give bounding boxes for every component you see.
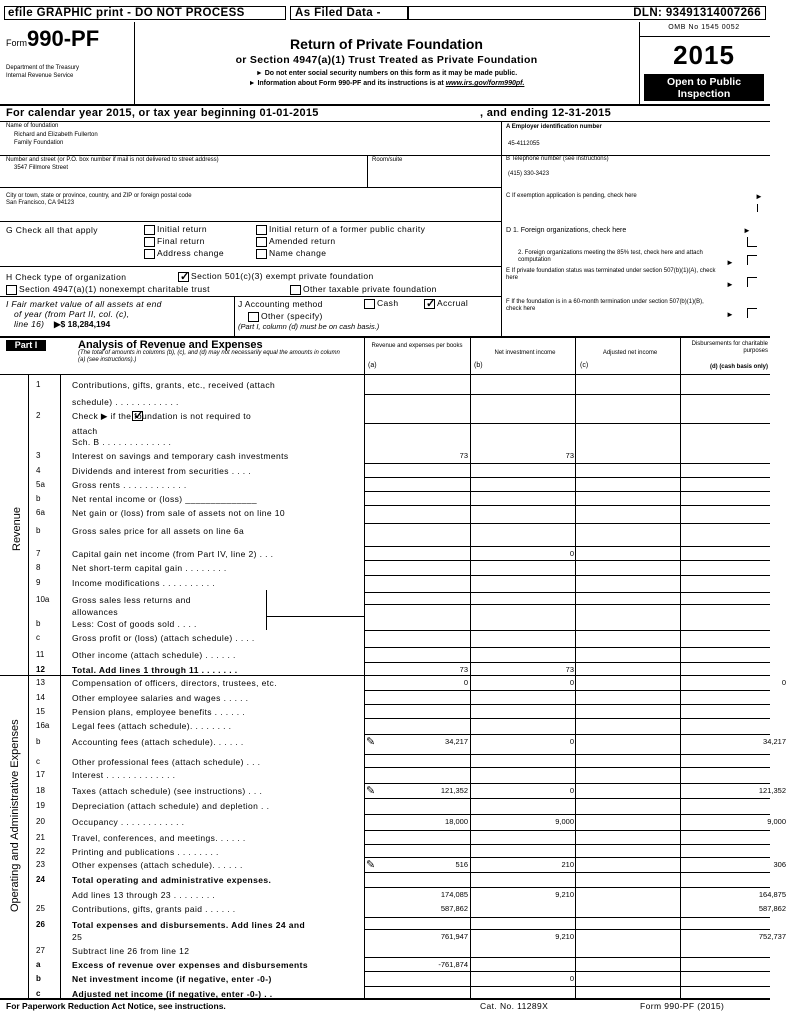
opt-label: Section 501(c)(3) exempt private foundation: [191, 271, 374, 281]
inline-entry-rule: [266, 616, 364, 617]
checkbox[interactable]: [144, 249, 155, 259]
form-subtitle: or Section 4947(a)(1) Trust Treated as Private Foundation: [235, 54, 538, 66]
table-row: [28, 560, 770, 575]
phone-value: (415) 330-3423: [508, 171, 550, 177]
table-row: [28, 872, 770, 887]
col-b-value: 73: [565, 451, 574, 460]
col-a-value: 761,947: [440, 932, 468, 941]
table-row: [28, 604, 770, 616]
line-number: 6a: [36, 508, 45, 517]
line-description: Add lines 13 through 23 . . . . . . . .: [72, 890, 216, 900]
table-row: [28, 377, 770, 394]
h-label: H Check type of organization: [6, 272, 127, 282]
d1-label: D 1. Foreign organizations, check here: [506, 227, 627, 234]
col-d-value: 0: [781, 678, 786, 687]
line-description: 25: [72, 932, 83, 942]
efile-banner-box: [4, 6, 286, 20]
e-label: E If private foundation status was terminated under section 507(b)(1)(A), check here: [506, 268, 716, 281]
table-row: [28, 767, 770, 783]
opt-label: Amended return: [269, 236, 336, 246]
line-number: 14: [36, 693, 45, 702]
expenses-side-label: Operating and Administrative Expenses: [9, 719, 21, 912]
line-description: Compensation of officers, directors, trustees, etc.: [72, 678, 277, 688]
checkbox[interactable]: [6, 285, 17, 295]
form-title: Return of Private Foundation: [290, 36, 483, 52]
open-public-badge: Open to Public Inspection: [644, 74, 764, 101]
col-c-tag: (c): [580, 362, 589, 369]
line-description: Total expenses and disbursements. Add lines 24 and: [72, 920, 306, 930]
table-row: [28, 917, 770, 929]
form-id: [6, 26, 99, 52]
line-number: 2: [36, 411, 41, 420]
col-a-value: 121,352: [440, 786, 468, 795]
col-b-value: 0: [569, 786, 574, 795]
table-row: [28, 754, 770, 767]
line-number: 13: [36, 678, 45, 687]
ein-label: A Employer identification number: [506, 124, 602, 130]
col-b-value: 0: [569, 737, 574, 746]
dln: DLN: 93491314007266: [633, 7, 761, 19]
number-column-rule: [60, 374, 61, 998]
f-arrow-icon: ►: [726, 310, 734, 319]
dept-text: Department of the Treasury Internal Revenue Service: [6, 65, 80, 79]
table-row: [28, 523, 770, 546]
section-rule: [28, 675, 770, 676]
line-description: Interest . . . . . . . . . . . . .: [72, 770, 176, 780]
line-number: 18: [36, 786, 45, 795]
col-c-header: Adjusted net income: [602, 350, 658, 356]
g-initial-return[interactable]: [144, 224, 207, 235]
calendar-line: For calendar year 2015, or tax year beginning 01-01-2015: [6, 107, 319, 119]
line-number: 1: [36, 380, 41, 389]
city-label: City or town, state or province, country, and ZIP or foreign postal code: [6, 193, 192, 199]
part1-note: (The total of amounts in columns (b), (c), and (d) may not necessarily equal the amounts in column (a) (see instructions).): [78, 350, 340, 363]
ein-value: 45-4112055: [508, 141, 540, 147]
col-d-tag: (d) (cash basis only): [709, 364, 768, 370]
line-number: c: [36, 989, 41, 998]
part1-tag: Part I: [6, 340, 46, 351]
part1-title: Analysis of Revenue and Expenses: [78, 339, 263, 351]
col-d-value: 306: [773, 860, 786, 869]
line-description: Net rental income or (loss) ______________: [72, 494, 258, 504]
table-row: [28, 546, 770, 560]
col-b-value: 9,000: [555, 817, 574, 826]
checkbox[interactable]: [256, 237, 267, 247]
line-number: 26: [36, 920, 45, 929]
col-b-value: 9,210: [555, 932, 574, 941]
line-description: Net investment income (if negative, enter -0-): [72, 974, 272, 984]
table-row: [28, 675, 786, 690]
table-row: [28, 491, 770, 505]
opt-label: Cash: [377, 298, 399, 308]
line-number: a: [36, 960, 41, 969]
table-row: [28, 901, 786, 917]
col-d-header: Disbursements for charitable purposes: [691, 341, 768, 354]
j-cash[interactable]: [364, 298, 398, 309]
line-description: Gross sales less returns and: [72, 595, 191, 605]
line-number: 19: [36, 801, 45, 810]
line-number: 23: [36, 860, 45, 869]
table-row: [28, 783, 786, 798]
table-row: [28, 662, 770, 675]
table-row: [28, 844, 770, 857]
checkbox[interactable]: [248, 312, 259, 322]
street-value: 3547 Fillmore Street: [14, 165, 69, 171]
table-row: [28, 690, 770, 704]
line-number: b: [36, 619, 41, 628]
table-row: [28, 887, 786, 901]
line-description: Gross rents . . . . . . . . . . . .: [72, 480, 187, 490]
col-b-value: 0: [569, 549, 574, 558]
col-b-value: 210: [561, 860, 574, 869]
col-b-value: 0: [569, 678, 574, 687]
footer-left: For Paperwork Reduction Act Notice, see instructions.: [6, 1001, 226, 1011]
table-row: [28, 704, 770, 718]
table-row: [28, 814, 786, 830]
i-value: ▶$ 18,284,194: [54, 319, 111, 329]
checkbox[interactable]: [256, 225, 267, 235]
table-row: [28, 830, 770, 844]
col-a-value: 0: [463, 678, 468, 687]
line-number: 7: [36, 549, 41, 558]
table-row: [28, 798, 770, 814]
line-description: Depreciation (attach schedule) and depletion . .: [72, 801, 270, 811]
h-opt1[interactable]: [178, 271, 374, 282]
info-note-text: ► Information about Form 990-PF and its instructions is at: [248, 80, 446, 87]
col-a-value: 516: [455, 860, 468, 869]
efile-banner: efile GRAPHIC print - DO NOT PROCESS: [8, 7, 245, 19]
line-number: b: [36, 974, 41, 983]
line-description: Other income (attach schedule) . . . . . .: [72, 650, 236, 660]
col-a-value: 174,085: [440, 890, 468, 899]
line-description: Adjusted net income (if negative, enter -0-) . .: [72, 989, 273, 999]
checkbox[interactable]: [144, 225, 155, 235]
d2-checkbox[interactable]: [747, 255, 757, 265]
h-opt3[interactable]: [290, 284, 437, 295]
line-number: 10a: [36, 595, 50, 604]
line-description: Legal fees (attach schedule). . . . . . . .: [72, 721, 232, 731]
street-label: Number and street (or P.O. box number if mail is not delivered to street address): [6, 157, 219, 163]
line-number: 22: [36, 847, 45, 856]
table-row: [28, 477, 770, 491]
checkbox-checked[interactable]: [178, 272, 189, 282]
col-a-value: 18,000: [445, 817, 468, 826]
line-number: c: [36, 633, 40, 642]
line-number: 16a: [36, 721, 50, 730]
table-row: [28, 592, 770, 604]
irs-link[interactable]: www.irs.gov/form990pf.: [445, 80, 525, 87]
d1-arrow-icon: ►: [743, 226, 751, 235]
g-amended-return[interactable]: [256, 236, 336, 247]
line-description: Less: Cost of goods sold . . . .: [72, 619, 197, 629]
line-number: 11: [36, 650, 45, 659]
line-description: allowances: [72, 607, 119, 617]
opt-label: Initial return of a former public charity: [269, 224, 426, 234]
g-address-change[interactable]: [144, 248, 224, 259]
line-description: Net gain or (loss) from sale of assets not on line 10: [72, 508, 286, 518]
revenue-side-label: Revenue: [11, 506, 23, 551]
line-description: Other professional fees (attach schedule) . . .: [72, 757, 261, 767]
opt-label: Initial return: [157, 224, 208, 234]
checkbox[interactable]: [364, 299, 375, 309]
line-description: Other expenses (attach schedule). . . . . .: [72, 860, 243, 870]
table-row: [28, 394, 770, 408]
col-d-value: 121,352: [758, 786, 786, 795]
line-number: 9: [36, 578, 41, 587]
col-d-value: 164,875: [758, 890, 786, 899]
j-accrual[interactable]: [424, 298, 468, 309]
col-a-value: 73: [459, 451, 468, 460]
col-a-label: Revenue and expenses per books: [371, 343, 463, 349]
filed-banner: As Filed Data -: [295, 7, 381, 19]
table-row: [28, 734, 786, 754]
line-number: 3: [36, 451, 41, 460]
c-label: C If exemption application is pending, check here: [506, 193, 637, 199]
opt-label: Address change: [157, 248, 225, 258]
line-number: 5a: [36, 480, 45, 489]
line-description: schedule) . . . . . . . . . . . .: [72, 397, 179, 407]
table-row: [28, 505, 770, 523]
omb-number: OMB No 1545 0052: [668, 24, 740, 31]
tax-year: 2015: [673, 40, 735, 70]
line-description: Check ▶ if the foundation is not required to: [72, 411, 252, 421]
line-number: 15: [36, 707, 45, 716]
col-a-header: [368, 343, 466, 350]
table-row: [28, 957, 770, 971]
col-a-value: 34,217: [445, 737, 468, 746]
line-description: Printing and publications . . . . . . . .: [72, 847, 219, 857]
table-row: [28, 647, 770, 662]
schedule-b-checkbox[interactable]: [132, 411, 143, 421]
table-row: [28, 408, 770, 423]
col-d-value: 9,000: [767, 817, 786, 826]
phone-label: B Telephone number (see instructions): [506, 156, 609, 162]
col-b-value: 9,210: [555, 890, 574, 899]
line-description: Gross sales price for all assets on line 6a: [72, 526, 245, 536]
table-row: [28, 463, 770, 477]
c-arrow-icon: ►: [755, 192, 763, 201]
line-number: 12: [36, 665, 45, 674]
form-number: 990-PF: [27, 26, 100, 51]
col-d-value: 34,217: [763, 737, 786, 746]
line-description: Dividends and interest from securities . . . .: [72, 466, 252, 476]
i-text: I Fair market value of all assets at end of year (from Part II, col. (c), line 16): [6, 299, 162, 329]
city-value: San Francisco, CA 94123: [6, 200, 75, 206]
line-description: Interest on savings and temporary cash investments: [72, 451, 289, 461]
opt-label: Final return: [157, 236, 205, 246]
line-description: Net short-term capital gain . . . . . . . .: [72, 563, 227, 573]
f-label: F If the foundation is in a 60-month termination under section 507(b)(1)(B), check here: [506, 299, 704, 312]
line-description: Accounting fees (attach schedule). . . . . .: [72, 737, 244, 747]
line-number: b: [36, 526, 41, 535]
col-b-header: Net investment income: [494, 350, 556, 356]
col-d-value: 587,862: [758, 904, 786, 913]
inline-entry-box[interactable]: [266, 590, 364, 630]
line-description: attach: [72, 426, 98, 436]
name-value: Richard and Elizabeth Fullerton Family Foundation: [14, 132, 98, 146]
checkbox[interactable]: [256, 249, 267, 259]
line-number: 21: [36, 833, 45, 842]
g-name-change[interactable]: [256, 248, 326, 259]
table-row: [28, 434, 770, 448]
filed-banner-box: [290, 6, 408, 20]
g-initial-former[interactable]: [256, 224, 425, 235]
opt-label: Other (specify): [261, 311, 323, 321]
calendar-ending: , and ending 12-31-2015: [480, 107, 611, 119]
f-checkbox[interactable]: [747, 308, 757, 318]
dln-box: [408, 6, 766, 20]
d2-arrow-icon: ►: [726, 258, 734, 267]
e-checkbox[interactable]: [747, 277, 757, 287]
col-b-value: 0: [569, 974, 574, 983]
table-row: [28, 423, 770, 434]
line-number: 17: [36, 770, 45, 779]
col-a-tag: (a): [368, 362, 377, 369]
room-label: Room/suite: [372, 157, 403, 163]
line-description: Taxes (attach schedule) (see instructions) . . .: [72, 786, 263, 796]
line-number: 8: [36, 563, 41, 572]
line-description: Sch. B . . . . . . . . . . . . .: [72, 437, 172, 447]
opt-label: Name change: [269, 248, 327, 258]
line-description: Contributions, gifts, grants paid . . . . . .: [72, 904, 236, 914]
attachment-icon[interactable]: ✎: [366, 785, 376, 797]
col-a-value: -761,874: [438, 960, 468, 969]
g-final-return[interactable]: [144, 236, 205, 247]
line-description: Contributions, gifts, grants, etc., received (attach: [72, 380, 276, 390]
col-b-tag: (b): [474, 362, 483, 369]
line-number: c: [36, 757, 40, 766]
table-row: [28, 971, 770, 986]
line-description: Occupancy . . . . . . . . . . . .: [72, 817, 185, 827]
line-description: Subtract line 26 from line 12: [72, 946, 190, 956]
line-description: Travel, conferences, and meetings. . . . . .: [72, 833, 246, 843]
line-number: 4: [36, 466, 41, 475]
table-row: [28, 448, 770, 463]
table-row: [28, 575, 770, 592]
line-description: Total. Add lines 1 through 11 . . . . . . .: [72, 665, 238, 675]
col-d-value: 752,737: [758, 932, 786, 941]
info-note: [134, 80, 639, 87]
line-description: Pension plans, employee benefits . . . . . .: [72, 707, 246, 717]
opt-label: Accrual: [437, 298, 469, 308]
attachment-icon[interactable]: ✎: [366, 736, 376, 748]
j-label: J Accounting method: [238, 299, 323, 309]
table-row: [28, 929, 786, 943]
d2-label: 2. Foreign organizations meeting the 85% test, check here and attach computation: [518, 250, 703, 263]
ssn-note: ► Do not enter social security numbers on this form as it may be made public.: [255, 70, 518, 77]
name-label: Name of foundation: [6, 123, 59, 129]
table-row: [28, 718, 770, 734]
line-description: Gross profit or (loss) (attach schedule) . . . .: [72, 633, 255, 643]
line-number: 20: [36, 817, 45, 826]
table-row: [28, 943, 770, 957]
table-row: [28, 616, 770, 630]
line-number: b: [36, 737, 41, 746]
j-note: (Part I, column (d) must be on cash basis.): [238, 322, 380, 331]
form-prefix: Form: [6, 38, 27, 48]
checkbox-checked[interactable]: [424, 299, 435, 309]
checkbox[interactable]: [290, 285, 301, 295]
opt-label: Other taxable private foundation: [303, 284, 437, 294]
line-number: 25: [36, 904, 45, 913]
footer-right: Form 990-PF (2015): [640, 1001, 725, 1011]
line-description: Capital gain net income (from Part IV, line 2) . . .: [72, 549, 274, 559]
g-label: G Check all that apply: [6, 225, 98, 235]
line-description: Other employee salaries and wages . . . . .: [72, 693, 249, 703]
col-a-value: 73: [459, 665, 468, 674]
table-row: [28, 986, 770, 998]
line-description: Total operating and administrative expenses.: [72, 875, 272, 885]
h-opt2[interactable]: [6, 284, 210, 295]
col-b-value: 73: [565, 665, 574, 674]
line-number: 27: [36, 946, 45, 955]
col-a-value: 587,862: [440, 904, 468, 913]
e-arrow-icon: ►: [726, 280, 734, 289]
line-description: Excess of revenue over expenses and disbursements: [72, 960, 308, 970]
footer-cat: Cat. No. 11289X: [480, 1001, 549, 1011]
d1-checkbox[interactable]: [747, 237, 757, 247]
line-number: b: [36, 494, 41, 503]
checkbox[interactable]: [144, 237, 155, 247]
attachment-icon[interactable]: ✎: [366, 859, 376, 871]
table-row: [28, 857, 786, 872]
opt-label: Section 4947(a)(1) nonexempt charitable trust: [19, 284, 210, 294]
line-number: 24: [36, 875, 45, 884]
line-description: Income modifications . . . . . . . . . .: [72, 578, 216, 588]
table-row: [28, 630, 770, 647]
j-other[interactable]: [248, 311, 323, 322]
